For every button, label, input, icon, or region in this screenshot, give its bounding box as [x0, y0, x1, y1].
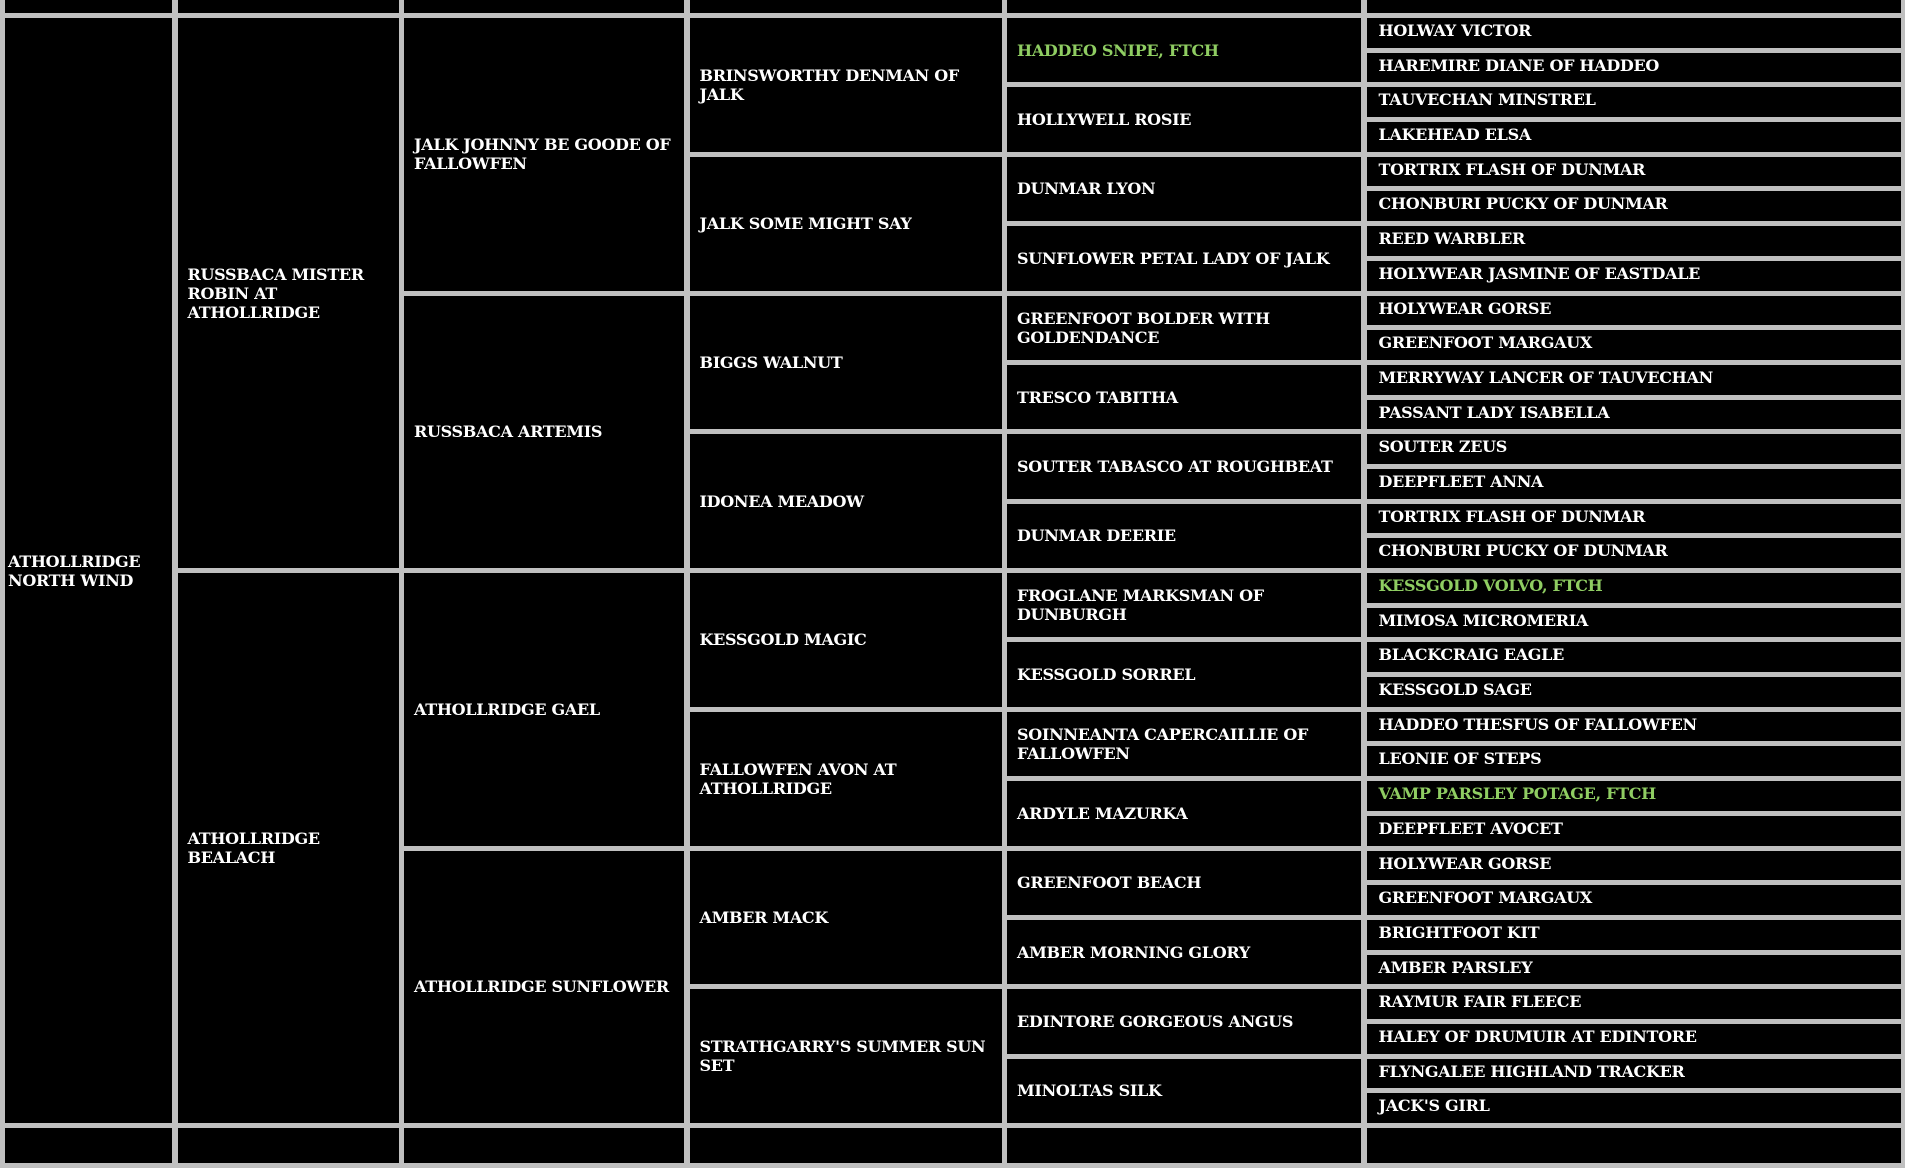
ancestor-name: BRIGHTFOOT KIT	[1378, 922, 1540, 942]
next-block-cell	[5, 1128, 172, 1163]
ancestor-cell-gen1	[178, 573, 399, 1123]
titled-ancestor-name: KESSGOLD VOLVO, FTCH	[1378, 576, 1603, 595]
ancestor-name: TORTRIX FLASH OF DUNMAR	[1378, 506, 1646, 526]
ancestor-name: DUNMAR DEERIE	[1017, 526, 1176, 546]
previous-block-cell	[178, 0, 399, 13]
ancestor-name: SOINNEANTA CAPERCAILLIE OF FALLOWFEN	[1017, 724, 1309, 763]
ancestor-name: JALK SOME MIGHT SAY	[699, 214, 912, 234]
previous-block-cell	[5, 0, 172, 13]
ancestor-name: LEONIE OF STEPS	[1378, 749, 1542, 769]
ancestor-cell-gen5	[1367, 816, 1901, 846]
ancestor-cell-gen5	[1367, 885, 1901, 915]
ancestor-cell-gen4	[1007, 1059, 1361, 1123]
ancestor-cell-gen4	[1007, 573, 1361, 637]
ancestor-cell-gen5	[1367, 955, 1901, 985]
ancestor-name: HOLYWEAR JASMINE OF EASTDALE	[1378, 263, 1701, 283]
ancestor-cell-gen5	[1367, 469, 1901, 499]
ancestor-name: RUSSBACA ARTEMIS	[414, 422, 603, 442]
ancestor-cell-gen4	[1007, 157, 1361, 221]
previous-block-cell	[690, 0, 1002, 13]
ancestor-cell-gen5	[1367, 261, 1901, 291]
ancestor-cell-gen3	[690, 989, 1002, 1123]
ancestor-name: IDONEA MEADOW	[699, 491, 864, 511]
ancestor-cell-gen4	[1007, 87, 1361, 151]
ancestor-cell-gen5	[1367, 746, 1901, 776]
ancestor-name: KESSGOLD SAGE	[1378, 680, 1532, 700]
ancestor-cell-gen1	[178, 18, 399, 568]
ancestor-name: DEEPFLEET AVOCET	[1378, 818, 1563, 838]
ancestor-cell-gen3	[690, 296, 1002, 430]
ancestor-cell-gen5	[1367, 504, 1901, 534]
ancestor-cell-gen5	[1367, 538, 1901, 568]
ancestor-name: HALEY OF DRUMUIR AT EDINTORE	[1378, 1026, 1697, 1046]
ancestor-name: AMBER PARSLEY	[1378, 957, 1533, 977]
ancestor-name: ATHOLLRIDGE GAEL	[414, 699, 600, 719]
ancestor-name: ATHOLLRIDGE BEALACH	[187, 829, 320, 867]
ancestor-name: GREENFOOT BOLDER WITH GOLDENDANCE	[1017, 308, 1270, 347]
ancestor-name: EDINTORE GORGEOUS ANGUS	[1017, 1011, 1294, 1031]
subject-name: ATHOLLRIDGE NORTH WIND	[8, 551, 141, 590]
ancestor-name: HOLWAY VICTOR	[1378, 21, 1532, 40]
ancestor-cell-gen5	[1367, 608, 1901, 638]
ancestor-name: MIMOSA MICROMERIA	[1378, 610, 1589, 630]
ancestor-name: BLACKCRAIG EAGLE	[1378, 645, 1564, 665]
subject-dog	[5, 18, 172, 1123]
ancestor-name: SOUTER ZEUS	[1378, 437, 1507, 457]
ancestor-name: FALLOWFEN AVON AT ATHOLLRIDGE	[699, 759, 897, 798]
ancestor-name: CHONBURI PUCKY OF DUNMAR	[1378, 541, 1668, 561]
ancestor-name: MERRYWAY LANCER OF TAUVECHAN	[1378, 367, 1713, 387]
ancestor-cell-gen5	[1367, 781, 1901, 811]
ancestor-name: REED WARBLER	[1378, 229, 1525, 249]
titled-ancestor-name: HADDEO SNIPE, FTCH	[1017, 40, 1219, 60]
ancestor-cell-gen4	[1007, 920, 1361, 984]
ancestor-cell-gen3	[690, 851, 1002, 985]
ancestor-cell-gen4	[1007, 226, 1361, 290]
ancestor-cell-gen4	[1007, 642, 1361, 706]
previous-block-cell	[1367, 0, 1901, 13]
ancestor-name: SUNFLOWER PETAL LADY OF JALK	[1017, 248, 1330, 268]
ancestor-cell-gen3	[690, 18, 1002, 152]
ancestor-cell-gen5	[1367, 434, 1901, 464]
ancestor-cell-gen5	[1367, 53, 1901, 83]
next-block-cell	[690, 1128, 1002, 1163]
next-block-cell	[178, 1128, 399, 1163]
ancestor-cell-gen5	[1367, 157, 1901, 187]
ancestor-cell-gen4	[1007, 781, 1361, 845]
ancestor-cell-gen5	[1367, 989, 1901, 1019]
ancestor-cell-gen5	[1367, 400, 1901, 430]
ancestor-name: TORTRIX FLASH OF DUNMAR	[1378, 159, 1646, 179]
next-block-cell	[404, 1128, 684, 1163]
ancestor-name: ARDYLE MAZURKA	[1017, 803, 1188, 823]
ancestor-name: AMBER MACK	[699, 907, 828, 927]
ancestor-cell-gen2	[404, 18, 684, 291]
ancestor-cell-gen2	[404, 851, 684, 1124]
ancestor-name: GREENFOOT BEACH	[1017, 873, 1202, 893]
ancestor-name: GREENFOOT MARGAUX	[1378, 333, 1592, 353]
next-block-cell	[1007, 1128, 1361, 1163]
ancestor-cell-gen4	[1007, 712, 1361, 776]
next-block-cell	[1367, 1128, 1901, 1163]
previous-block-cell	[404, 0, 684, 13]
ancestor-cell-gen5	[1367, 851, 1901, 881]
ancestor-name: KESSGOLD SORREL	[1017, 665, 1196, 685]
ancestor-name: TRESCO TABITHA	[1017, 387, 1178, 407]
pedigree-grid	[5, 0, 1900, 1168]
ancestor-name: HOLYWEAR GORSE	[1378, 298, 1552, 318]
ancestor-name: ATHOLLRIDGE SUNFLOWER	[414, 977, 669, 997]
ancestor-name: AMBER MORNING GLORY	[1017, 942, 1251, 962]
ancestor-name: RAYMUR FAIR FLEECE	[1378, 992, 1582, 1012]
ancestor-name: RUSSBACA MISTER ROBIN AT ATHOLLRIDGE	[187, 264, 364, 322]
ancestor-cell-gen3	[690, 434, 1002, 568]
ancestor-cell-gen5	[1367, 1059, 1901, 1089]
ancestor-name: LAKEHEAD ELSA	[1378, 125, 1531, 145]
ancestor-cell-gen4	[1007, 989, 1361, 1053]
ancestor-cell-gen5	[1367, 330, 1901, 360]
ancestor-cell-gen4	[1007, 296, 1361, 360]
ancestor-cell-gen4	[1007, 504, 1361, 568]
ancestor-name: JACK'S GIRL	[1378, 1096, 1490, 1116]
ancestor-cell-gen5	[1367, 677, 1901, 707]
ancestor-name: TAUVECHAN MINSTREL	[1378, 90, 1596, 110]
ancestor-name: HOLYWEAR GORSE	[1378, 853, 1552, 873]
ancestor-name: CHONBURI PUCKY OF DUNMAR	[1378, 194, 1668, 214]
ancestor-name: DEEPFLEET ANNA	[1378, 471, 1544, 491]
ancestor-cell-gen5	[1367, 87, 1901, 117]
ancestor-cell-gen5	[1367, 642, 1901, 672]
titled-ancestor-name: VAMP PARSLEY POTAGE, FTCH	[1378, 784, 1657, 804]
ancestor-cell-gen5	[1367, 18, 1901, 48]
ancestor-name: BIGGS WALNUT	[699, 352, 843, 372]
ancestor-cell-gen5	[1367, 296, 1901, 326]
ancestor-name: BRINSWORTHY DENMAN OF JALK	[699, 65, 959, 104]
ancestor-cell-gen2	[404, 573, 684, 846]
ancestor-name: FLYNGALEE HIGHLAND TRACKER	[1378, 1061, 1685, 1081]
ancestor-name: HAREMIRE DIANE OF HADDEO	[1378, 55, 1660, 75]
ancestor-cell-gen5	[1367, 712, 1901, 742]
ancestor-cell-gen5	[1367, 365, 1901, 395]
ancestor-name: HADDEO THESFUS OF FALLOWFEN	[1378, 714, 1697, 734]
previous-block-cell	[1007, 0, 1361, 13]
ancestor-cell-gen5	[1367, 226, 1901, 256]
ancestor-cell-gen5	[1367, 920, 1901, 950]
ancestor-name: STRATHGARRY'S SUMMER SUN SET	[699, 1037, 986, 1076]
ancestor-cell-gen4	[1007, 434, 1361, 498]
ancestor-name: JALK JOHNNY BE GOODE OF FALLOWFEN	[414, 135, 671, 174]
ancestor-cell-gen4	[1007, 365, 1361, 429]
ancestor-cell-gen3	[690, 712, 1002, 846]
ancestor-name: PASSANT LADY ISABELLA	[1378, 402, 1610, 422]
ancestor-cell-gen5	[1367, 1024, 1901, 1054]
ancestor-name: GREENFOOT MARGAUX	[1378, 888, 1592, 908]
ancestor-cell-gen3	[690, 573, 1002, 707]
ancestor-cell-gen4	[1007, 851, 1361, 915]
ancestor-cell-gen4	[1007, 18, 1361, 82]
ancestor-cell-gen3	[690, 157, 1002, 291]
ancestor-cell-gen5	[1367, 191, 1901, 221]
ancestor-cell-gen5	[1367, 573, 1901, 603]
ancestor-name: FROGLANE MARKSMAN OF DUNBURGH	[1017, 586, 1264, 625]
ancestor-name: HOLLYWELL ROSIE	[1017, 110, 1192, 130]
ancestor-name: DUNMAR LYON	[1017, 179, 1156, 199]
ancestor-cell-gen2	[404, 296, 684, 569]
ancestor-name: SOUTER TABASCO AT ROUGHBEAT	[1017, 456, 1333, 476]
ancestor-cell-gen5	[1367, 1093, 1901, 1123]
ancestor-cell-gen5	[1367, 122, 1901, 152]
ancestor-name: KESSGOLD MAGIC	[699, 630, 867, 650]
ancestor-name: MINOLTAS SILK	[1017, 1081, 1162, 1101]
